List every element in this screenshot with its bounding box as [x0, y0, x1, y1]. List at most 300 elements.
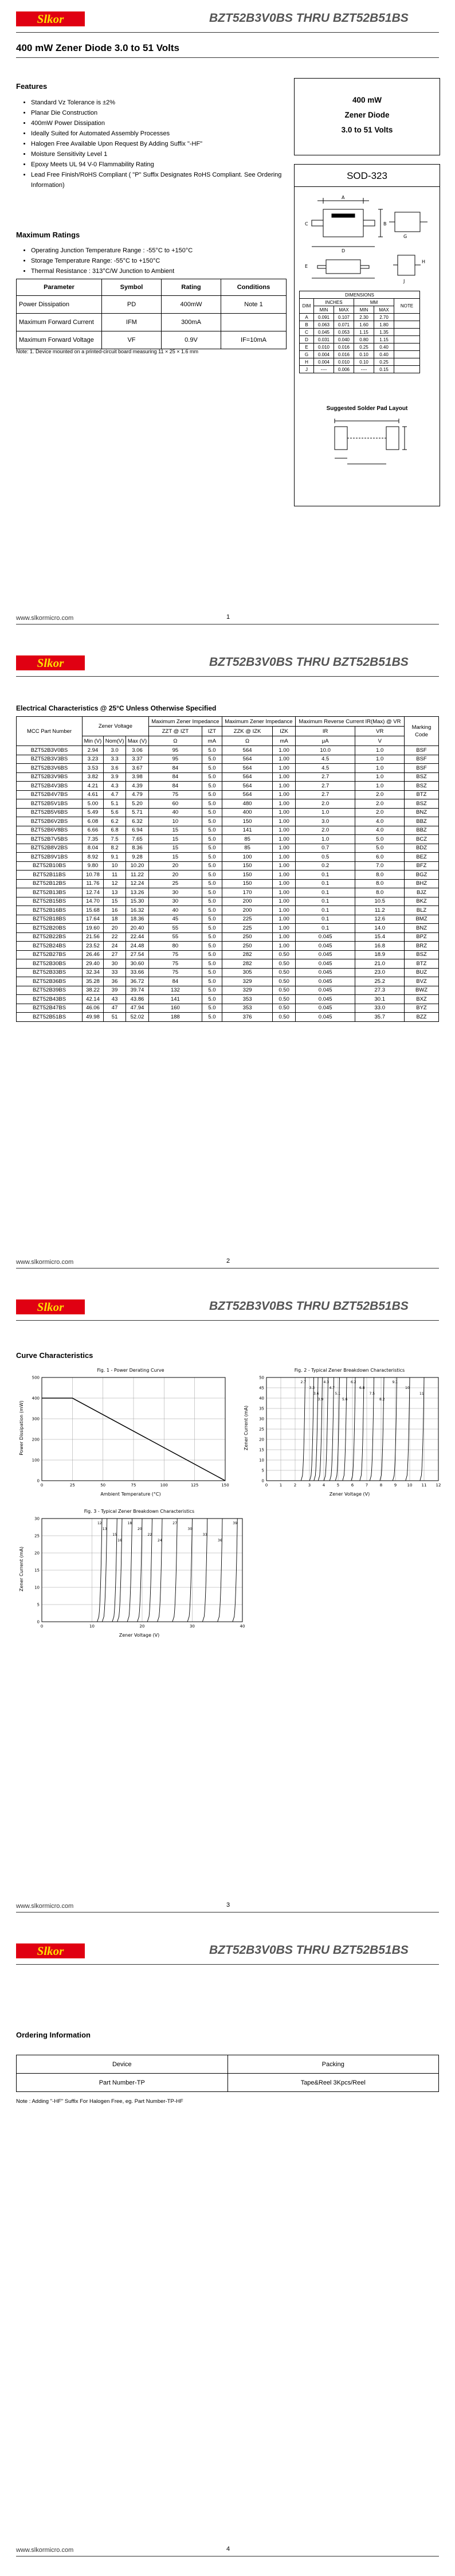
- table-cell: BSF: [405, 746, 439, 755]
- col-part-number: MCC Part Number: [17, 717, 83, 746]
- dim-cell: 2.30: [354, 314, 374, 321]
- page-header-title: BZT52B3V0BS THRU BZT52B51BS: [209, 655, 409, 669]
- table-cell: 5.0: [202, 871, 222, 880]
- table-row: [17, 782, 439, 791]
- fig3-zener-breakdown-chart: [16, 1506, 245, 1639]
- table-cell: 60: [148, 799, 202, 809]
- curve-label: 15: [112, 1533, 117, 1537]
- table-cell: BSZ: [405, 772, 439, 782]
- table-cell: 21.0: [355, 959, 405, 969]
- table-cell: 7.65: [126, 835, 149, 844]
- packing-header: Packing: [227, 2055, 439, 2074]
- y-tick-label: 5: [37, 1602, 40, 1607]
- max-rating-item: • Operating Junction Temperature Range : -55°C to +150°C: [31, 245, 283, 256]
- table-cell: 2.0: [295, 799, 355, 809]
- table-cell: 0.045: [295, 986, 355, 995]
- dim-cell: 0.40: [374, 351, 394, 358]
- table-cell: 35.7: [355, 1013, 405, 1022]
- y-tick-label: 50: [259, 1375, 264, 1380]
- y-tick-label: 10: [34, 1585, 40, 1590]
- y-tick-label: 0: [261, 1478, 264, 1484]
- col-zener-voltage: Zener Voltage: [83, 717, 149, 736]
- table-row: [17, 915, 439, 924]
- table-cell: BZT52B24BS: [17, 942, 83, 951]
- table-cell: 10.5: [355, 897, 405, 906]
- table-cell: 24: [103, 942, 125, 951]
- table-cell: 39: [103, 986, 125, 995]
- ordering-note: Note : Adding "-HF" Suffix For Halogen Free, eg. Part Number-TP-HF: [16, 2098, 183, 2105]
- table-cell: 0.1: [295, 871, 355, 880]
- table-cell: 1.00: [273, 861, 296, 871]
- logo-text: Slkor: [37, 12, 64, 26]
- footer-rule: [16, 624, 439, 625]
- package-outline-drawing: [300, 192, 433, 287]
- x-tick-label: 75: [131, 1483, 136, 1488]
- table-cell: 12.24: [126, 879, 149, 888]
- page-header-title: BZT52B3V0BS THRU BZT52B51BS: [209, 1943, 409, 1957]
- curve-label: 6.8: [359, 1386, 365, 1390]
- table-cell: 20.40: [126, 924, 149, 933]
- page-header-title: BZT52B3V0BS THRU BZT52B51BS: [209, 1299, 409, 1313]
- table-cell: BFZ: [405, 861, 439, 871]
- table-cell: 20: [103, 924, 125, 933]
- table-cell: 7.35: [83, 835, 104, 844]
- table-cell: 5.0: [202, 906, 222, 915]
- curve-label: 10: [405, 1386, 410, 1390]
- table-cell: BEZ: [405, 853, 439, 862]
- table-cell: 5.0: [202, 924, 222, 933]
- table-cell: 0.1: [295, 897, 355, 906]
- features-heading: Features: [16, 82, 48, 91]
- table-cell: 564: [222, 755, 273, 764]
- table-cell: 30: [148, 897, 202, 906]
- pad-layout-drawing: [329, 418, 409, 487]
- table-cell: 3.06: [126, 746, 149, 755]
- table-cell: 5.0: [202, 799, 222, 809]
- dim-cell: 0.40: [374, 344, 394, 351]
- product-range: 3.0 to 51 Volts: [341, 126, 393, 134]
- table-cell: 12.6: [355, 915, 405, 924]
- table-cell: BWZ: [405, 986, 439, 995]
- table-row: [17, 897, 439, 906]
- table-cell: 0.50: [273, 950, 296, 959]
- table-row: [17, 1013, 439, 1022]
- table-cell: 376: [222, 1013, 273, 1022]
- y-tick-label: 20: [259, 1437, 264, 1442]
- table-cell: 305: [222, 968, 273, 977]
- y-tick-label: 400: [32, 1396, 40, 1401]
- table-cell: 160: [148, 1004, 202, 1013]
- footer-url[interactable]: www.slkormicro.com: [16, 1259, 74, 1266]
- table-cell: BUZ: [405, 968, 439, 977]
- curve-label: 9.1: [392, 1380, 398, 1384]
- curve-label: 11: [419, 1392, 424, 1396]
- page-1: [0, 0, 455, 644]
- table-cell: 8.04: [83, 844, 104, 853]
- table-cell: 400: [222, 808, 273, 817]
- table-cell: 4.5: [295, 764, 355, 773]
- table-cell: 36.72: [126, 977, 149, 986]
- unit-ohm: Ω: [222, 736, 273, 746]
- table-cell: 23.52: [83, 942, 104, 951]
- table-cell: 9.1: [103, 853, 125, 862]
- rating-header: Rating: [162, 279, 221, 296]
- table-cell: 0.50: [273, 995, 296, 1004]
- brand-logo: [16, 1943, 85, 1958]
- table-row: [17, 932, 439, 942]
- table-cell: 5.0: [202, 772, 222, 782]
- fig2-title: Fig. 2 - Typical Zener Breakdown Characteristics: [294, 1368, 405, 1373]
- table-cell: 5.0: [202, 995, 222, 1004]
- table-cell: BZT52B47BS: [17, 1004, 83, 1013]
- dim-col-inches: INCHES: [314, 299, 354, 306]
- unit-ohm: Ω: [148, 736, 202, 746]
- x-tick-label: 5: [336, 1483, 340, 1488]
- table-cell: 15.30: [126, 897, 149, 906]
- table-cell: 5.0: [202, 897, 222, 906]
- table-cell: 1.00: [273, 817, 296, 826]
- x-tick-label: 9: [394, 1483, 397, 1488]
- table-cell: 5.20: [126, 799, 149, 809]
- table-row: [17, 950, 439, 959]
- dim-cell: [394, 344, 420, 351]
- table-cell: 26.46: [83, 950, 104, 959]
- table-cell: 84: [148, 764, 202, 773]
- table-cell: 0.045: [295, 942, 355, 951]
- dim-cell: 0.063: [314, 321, 334, 329]
- table-cell: BTZ: [405, 790, 439, 799]
- table-cell: 5.0: [202, 861, 222, 871]
- col-marking: Marking Code: [405, 717, 439, 746]
- table-cell: 0.045: [295, 1004, 355, 1013]
- table-cell: 84: [148, 782, 202, 791]
- table-cell: 5.0: [202, 817, 222, 826]
- table-cell: 5.0: [202, 835, 222, 844]
- table-row: [17, 746, 439, 755]
- unit-min: Min (V): [83, 736, 104, 746]
- table-cell: 55: [148, 932, 202, 942]
- dim-label-b: B: [383, 221, 387, 227]
- table-cell: 16: [103, 906, 125, 915]
- table-cell: BSF: [405, 755, 439, 764]
- table-cell: 4.0: [355, 817, 405, 826]
- rating-cell: 0.9V: [162, 331, 221, 349]
- table-cell: 2.0: [355, 799, 405, 809]
- table-cell: 1.00: [273, 871, 296, 880]
- dim-cell: 0.80: [354, 336, 374, 344]
- dim-cell: 0.15: [374, 366, 394, 373]
- table-cell: 40: [148, 808, 202, 817]
- y-tick-label: 0: [37, 1619, 40, 1625]
- curve-label: 8.2: [379, 1398, 385, 1402]
- table-cell: 14.0: [355, 924, 405, 933]
- curve-label: 3.6: [313, 1392, 319, 1396]
- table-cell: 8.36: [126, 844, 149, 853]
- table-cell: 0.50: [273, 977, 296, 986]
- table-cell: 1.00: [273, 826, 296, 835]
- table-cell: 25.2: [355, 977, 405, 986]
- brand-logo: [16, 655, 85, 670]
- footer-url[interactable]: www.slkormicro.com: [16, 2547, 74, 2554]
- table-cell: 564: [222, 772, 273, 782]
- table-row: [17, 1004, 439, 1013]
- curve-label: 4.3: [323, 1380, 330, 1384]
- table-cell: BZT52B10BS: [17, 861, 83, 871]
- curve-label: 20: [138, 1527, 142, 1531]
- ordering-heading: Ordering Information: [16, 2031, 91, 2039]
- dim-cell: [394, 351, 420, 358]
- table-cell: 282: [222, 959, 273, 969]
- table-cell: 5.6: [103, 808, 125, 817]
- table-cell: BRZ: [405, 942, 439, 951]
- table-cell: 3.9: [103, 772, 125, 782]
- product-power: 400 mW: [352, 96, 382, 104]
- table-cell: 188: [148, 1013, 202, 1022]
- dim-row: [300, 358, 420, 366]
- param-cell: Maximum Forward Voltage: [17, 331, 102, 349]
- table-cell: 18.9: [355, 950, 405, 959]
- table-cell: 1.00: [273, 906, 296, 915]
- table-cell: 5.0: [202, 746, 222, 755]
- table-row: [17, 844, 439, 853]
- dim-row: [300, 314, 420, 321]
- table-cell: 40: [148, 906, 202, 915]
- table-cell: 5.71: [126, 808, 149, 817]
- table-cell: 49.98: [83, 1013, 104, 1022]
- table-cell: 22.44: [126, 932, 149, 942]
- param-header: Parameter: [17, 279, 102, 296]
- table-cell: BZT52B51BS: [17, 1013, 83, 1022]
- y-tick-label: 5: [261, 1468, 264, 1473]
- table-row: [17, 986, 439, 995]
- dim-cell: 0.10: [354, 358, 374, 366]
- table-cell: 3.67: [126, 764, 149, 773]
- table-cell: BVZ: [405, 977, 439, 986]
- table-cell: 5.0: [202, 932, 222, 942]
- table-cell: 11.2: [355, 906, 405, 915]
- table-cell: 85: [222, 844, 273, 853]
- page-number: 4: [226, 2546, 230, 2552]
- table-cell: 52.02: [126, 1013, 149, 1022]
- table-cell: 9.28: [126, 853, 149, 862]
- x-tick-label: 25: [69, 1483, 75, 1488]
- table-cell: 29.40: [83, 959, 104, 969]
- dim-cell: [394, 358, 420, 366]
- dim-cell: 1.35: [374, 329, 394, 336]
- dim-cell: 0.006: [334, 366, 354, 373]
- table-row: [17, 879, 439, 888]
- table-row: [17, 995, 439, 1004]
- table-cell: 4.39: [126, 782, 149, 791]
- device-cell: Part Number-TP: [17, 2074, 228, 2092]
- sub-ir: IR: [295, 727, 355, 736]
- conditions-header: Conditions: [221, 279, 287, 296]
- table-cell: 5.0: [202, 915, 222, 924]
- table-cell: 6.66: [83, 826, 104, 835]
- table-cell: BZT52B30BS: [17, 959, 83, 969]
- table-cell: 8.92: [83, 853, 104, 862]
- table-cell: 250: [222, 932, 273, 942]
- dimensions-body: [300, 314, 420, 373]
- y-tick-label: 45: [259, 1385, 264, 1391]
- unit-ua: μA: [295, 736, 355, 746]
- unit-v: V: [355, 736, 405, 746]
- table-cell: 3.6: [103, 764, 125, 773]
- dim-cell: 0.10: [354, 351, 374, 358]
- table-cell: 15: [103, 897, 125, 906]
- table-cell: 30.60: [126, 959, 149, 969]
- dimensions-table: [299, 291, 420, 373]
- symbol-cell: PD: [102, 296, 162, 314]
- table-cell: BZT52B13BS: [17, 888, 83, 897]
- table-cell: 0.045: [295, 950, 355, 959]
- curve-label: 3.9: [317, 1398, 324, 1402]
- table-cell: 22: [103, 932, 125, 942]
- dim-cell: E: [300, 344, 314, 351]
- curve-label: 16: [117, 1539, 122, 1543]
- symbol-cell: VF: [102, 331, 162, 349]
- table-cell: BZT52B12BS: [17, 879, 83, 888]
- table-cell: 7.5: [103, 835, 125, 844]
- table-cell: 6.0: [355, 853, 405, 862]
- table-row: [17, 861, 439, 871]
- table-cell: 2.7: [295, 782, 355, 791]
- y-tick-label: 10: [259, 1458, 264, 1463]
- x-tick-label: 10: [89, 1624, 95, 1629]
- max-ratings-heading: Maximum Ratings: [16, 231, 80, 239]
- table-cell: 282: [222, 950, 273, 959]
- dim-cell: 0.053: [334, 329, 354, 336]
- param-cell: Maximum Forward Current: [17, 314, 102, 331]
- footer-url[interactable]: www.slkormicro.com: [16, 615, 74, 622]
- x-tick-label: 1: [279, 1483, 283, 1488]
- y-tick-label: 15: [259, 1447, 264, 1453]
- dim-cell: G: [300, 351, 314, 358]
- unit-nom: Nom(V): [103, 736, 125, 746]
- table-cell: 3.0: [295, 817, 355, 826]
- table-cell: BTZ: [405, 959, 439, 969]
- table-cell: 0.1: [295, 924, 355, 933]
- table-cell: 4.5: [295, 755, 355, 764]
- table-row: [17, 835, 439, 844]
- x-tick-label: 7: [365, 1483, 368, 1488]
- packing-cell: Tape&Reel 3Kpcs/Reel: [227, 2074, 439, 2092]
- table-cell: 564: [222, 790, 273, 799]
- table-row: [17, 755, 439, 764]
- x-tick-label: 150: [221, 1483, 229, 1488]
- table-cell: 16.8: [355, 942, 405, 951]
- table-cell: 225: [222, 915, 273, 924]
- fig1-xlabel: Ambient Temperature (°C): [100, 1492, 161, 1497]
- table-cell: 11.76: [83, 879, 104, 888]
- elec-char-table: [16, 716, 439, 1022]
- rating-cell: 300mA: [162, 314, 221, 331]
- table-cell: 10: [148, 817, 202, 826]
- y-tick-label: 30: [259, 1416, 264, 1422]
- table-cell: BZT52B7V5BS: [17, 835, 83, 844]
- dim-cell: ----: [314, 366, 334, 373]
- package-box: [294, 164, 440, 506]
- table-cell: 5.00: [83, 799, 104, 809]
- table-cell: BNZ: [405, 924, 439, 933]
- sub-zzk: ZZK @ IZK: [222, 727, 273, 736]
- x-tick-label: 30: [190, 1624, 195, 1629]
- table-cell: BZT52B11BS: [17, 871, 83, 880]
- table-cell: 1.00: [273, 897, 296, 906]
- table-cell: BZT52B6V8BS: [17, 826, 83, 835]
- pad-layout-title: Suggested Solder Pad Layout: [326, 405, 408, 412]
- table-cell: 6.94: [126, 826, 149, 835]
- dim-cell: 0.25: [354, 344, 374, 351]
- table-cell: 51: [103, 1013, 125, 1022]
- y-tick-label: 25: [259, 1427, 264, 1432]
- table-cell: 0.7: [295, 844, 355, 853]
- dim-row: [300, 329, 420, 336]
- table-cell: BZT52B9V1BS: [17, 853, 83, 862]
- table-row: [17, 772, 439, 782]
- table-cell: 15.4: [355, 932, 405, 942]
- curve-label: 13: [102, 1527, 107, 1531]
- table-row: [17, 764, 439, 773]
- table-cell: 1.00: [273, 764, 296, 773]
- table-cell: 5.0: [355, 844, 405, 853]
- fig3-xlabel: Zener Voltage (V): [119, 1633, 160, 1638]
- table-cell: 47: [103, 1004, 125, 1013]
- y-tick-label: 200: [32, 1437, 40, 1442]
- dim-label-h: H: [422, 259, 426, 264]
- table-cell: 12.74: [83, 888, 104, 897]
- table-cell: BLZ: [405, 906, 439, 915]
- table-cell: 6.08: [83, 817, 104, 826]
- table-cell: 11.22: [126, 871, 149, 880]
- dim-cell: 0.091: [314, 314, 334, 321]
- symbol-header: Symbol: [102, 279, 162, 296]
- dim-cell: 0.016: [334, 351, 354, 358]
- table-cell: BZT52B18BS: [17, 915, 83, 924]
- x-tick-label: 20: [139, 1624, 145, 1629]
- table-cell: 2.94: [83, 746, 104, 755]
- col-zzk: Maximum Zener Impedance: [222, 717, 295, 727]
- table-cell: 14.70: [83, 897, 104, 906]
- table-cell: 10.78: [83, 871, 104, 880]
- table-cell: BJZ: [405, 888, 439, 897]
- dim-cell: 0.010: [334, 358, 354, 366]
- table-cell: 19.60: [83, 924, 104, 933]
- table-cell: 2.0: [295, 826, 355, 835]
- table-cell: 55: [148, 924, 202, 933]
- table-cell: 3.82: [83, 772, 104, 782]
- table-cell: 5.0: [202, 782, 222, 791]
- table-cell: 39.74: [126, 986, 149, 995]
- elec-char-body: [17, 746, 439, 1022]
- table-cell: 12: [103, 879, 125, 888]
- table-cell: 47.94: [126, 1004, 149, 1013]
- device-header: Device: [17, 2055, 228, 2074]
- table-cell: 1.00: [273, 844, 296, 853]
- table-cell: BZT52B3V3BS: [17, 755, 83, 764]
- table-cell: 25: [148, 879, 202, 888]
- x-tick-label: 2: [293, 1483, 297, 1488]
- table-cell: BZT52B33BS: [17, 968, 83, 977]
- x-tick-label: 12: [436, 1483, 441, 1488]
- dim-label-a: A: [342, 195, 345, 200]
- fig3-title: Fig. 3 - Typical Zener Breakdown Characteristics: [84, 1509, 195, 1514]
- dim-cell: A: [300, 314, 314, 321]
- dim-cell: [394, 329, 420, 336]
- table-cell: BZT52B5V1BS: [17, 799, 83, 809]
- footer-url[interactable]: www.slkormicro.com: [16, 1903, 74, 1910]
- table-cell: 43: [103, 995, 125, 1004]
